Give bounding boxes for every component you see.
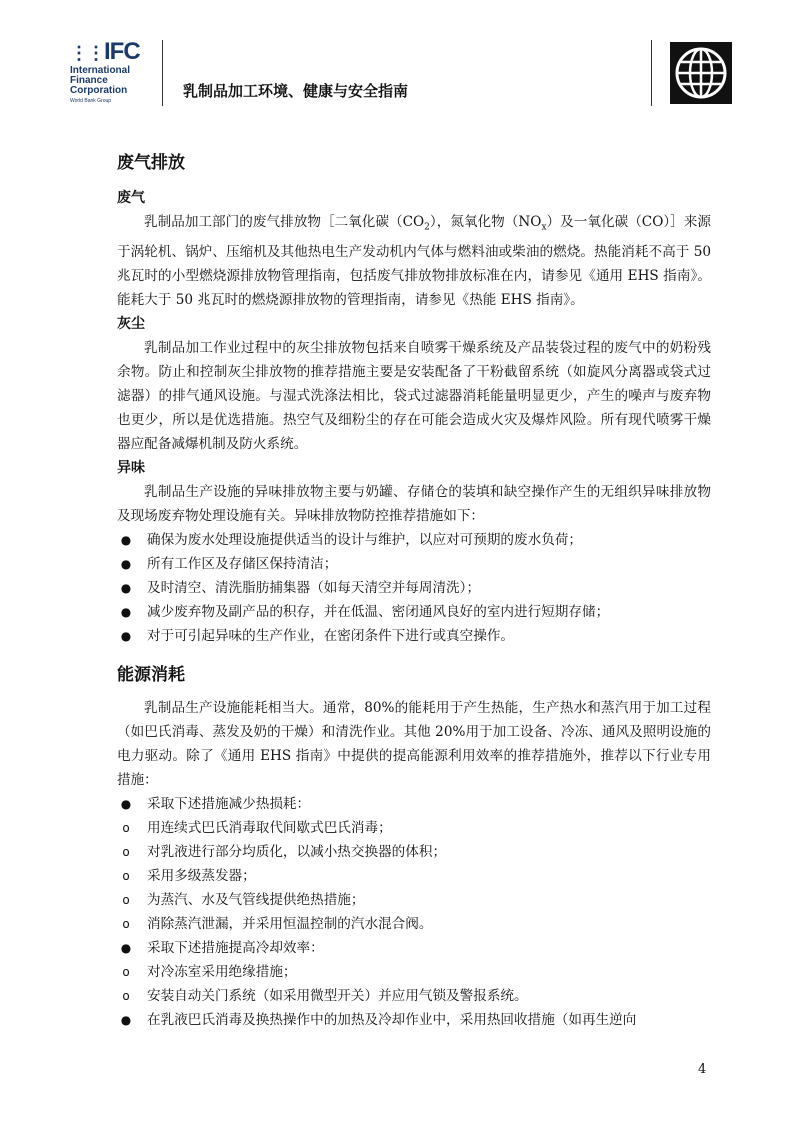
exhaust-text-1: 乳制品加工部门的废气排放物［二氧化碳（CO xyxy=(144,214,425,230)
bullet-icon xyxy=(119,600,133,624)
list-item-text: 为蒸汽、水及气管线提供绝热措施； xyxy=(147,891,365,908)
list-item-text: 采取下述措施减少热损耗： xyxy=(147,795,311,812)
ifc-name-line1: International xyxy=(70,65,131,76)
header-title: 乳制品加工环境、健康与安全指南 xyxy=(183,82,409,100)
hollow-bullet-icon xyxy=(119,888,133,912)
ifc-name-line2: Finance xyxy=(70,75,108,86)
list-item-text: 及时清空、清洗脂肪捕集器（如每天清空并每周清洗）； xyxy=(147,579,481,596)
list-item xyxy=(117,552,711,576)
odor-measures-list xyxy=(117,528,711,648)
exhaust-text-2: ），氮氧化物（NO xyxy=(429,214,542,230)
list-item xyxy=(117,792,711,816)
list-item-text: 减少废弃物及副产品的积存，并在低温、密闭通风良好的室内进行短期存储； xyxy=(147,603,610,620)
list-item-text: 安装自动关门系统（如采用微型开关）并应用气锁及警报系统。 xyxy=(147,987,528,1004)
page-content xyxy=(117,148,711,1032)
section-title-emissions: 废气排放 xyxy=(117,153,185,173)
hollow-bullet-icon xyxy=(119,840,133,864)
exhaust-text-3: ）及一氧化碳（CO）］来源于涡轮机、锅炉、压缩机及其他热电生产发动机内气体与燃料油或柴油的燃烧。热能消耗不高于 50 兆瓦时的小型燃烧源排放物管理指南，包括废气排放物排放标准在内，请参见《通用 EHS 指南》。能耗大于 50 兆瓦时的燃烧源排放物的管理指南，请参见《热能 EHS 指南》。 xyxy=(117,214,711,308)
list-item xyxy=(117,600,711,624)
list-item-text: 在乳液巴氏消毒及换热操作中的加热及冷却作业中，采用热回收措施（如再生逆向 xyxy=(147,1011,637,1028)
header-divider-right xyxy=(651,40,652,106)
ifc-name-line3: Corporation xyxy=(70,85,128,96)
paragraph-exhaust xyxy=(117,210,711,312)
header-divider-left xyxy=(162,40,163,106)
energy-measures-list xyxy=(117,792,711,1032)
list-item xyxy=(117,624,711,648)
paragraph-dust: 乳制品加工作业过程中的灰尘排放物包括来自喷雾干燥系统及产品装袋过程的废气中的奶粉残余物。防止和控制灰尘排放物的推荐措施主要是安装配备了干粉截留系统（如旋风分离器或袋式过滤器）的排气通风设施。与湿式洗涤法相比，袋式过滤器消耗能量明显更少，产生的噪声与废弃物也更少，所以是优选措施。热空气及细粉尘的存在可能会造成火灾及爆炸风险。所有现代喷雾干燥器应配备减爆机制及防火系统。 xyxy=(117,339,711,452)
page-number: 4 xyxy=(698,1062,707,1077)
bullet-icon xyxy=(119,528,133,552)
ifc-logo xyxy=(70,38,152,106)
subsection-title-exhaust: 废气 xyxy=(117,190,145,206)
list-item-text: 采用多级蒸发器； xyxy=(147,867,256,884)
world-bank-globe-icon xyxy=(670,42,732,104)
ifc-subtitle: World Bank Group xyxy=(70,98,112,104)
list-item xyxy=(117,576,711,600)
page-header xyxy=(0,0,793,120)
hollow-bullet-icon xyxy=(119,960,133,984)
hollow-bullet-icon xyxy=(119,816,133,840)
list-item xyxy=(117,1008,711,1032)
bullet-icon xyxy=(119,936,133,960)
list-item xyxy=(117,984,711,1008)
bullet-icon xyxy=(119,576,133,600)
list-item-text: 用连续式巴氏消毒取代间歇式巴氏消毒； xyxy=(147,819,392,836)
hollow-bullet-icon xyxy=(119,984,133,1008)
list-item xyxy=(117,936,711,960)
list-item-text: 采取下述措施提高冷却效率： xyxy=(147,939,324,956)
list-item xyxy=(117,528,711,552)
list-item xyxy=(117,960,711,984)
list-item-text: 对于可引起异味的生产作业，在密闭条件下进行或真空操作。 xyxy=(147,627,515,644)
ifc-mark-text: IFC xyxy=(104,38,140,65)
subsection-title-dust: 灰尘 xyxy=(117,315,145,332)
paragraph-odor: 乳制品生产设施的异味排放物主要与奶罐、存储仓的装填和缺空操作产生的无组织异味排放物及现场废弃物处理设施有关。异味排放物防控推荐措施如下： xyxy=(117,483,711,524)
bullet-icon xyxy=(119,792,133,816)
list-item-text: 所有工作区及存储区保持清洁； xyxy=(147,555,338,572)
ifc-dots-icon: ⋮⋮ xyxy=(70,43,104,63)
list-item xyxy=(117,864,711,888)
section-title-energy: 能源消耗 xyxy=(117,664,185,685)
co2-subscript: 2 xyxy=(424,222,430,233)
hollow-bullet-icon xyxy=(119,912,133,936)
list-item-text: 确保为废水处理设施提供适当的设计与维护，以应对可预期的废水负荷； xyxy=(147,531,582,548)
bullet-icon xyxy=(119,552,133,576)
nox-subscript: x xyxy=(541,222,547,233)
list-item-text: 对冷冻室采用绝缘措施； xyxy=(147,963,297,980)
hollow-bullet-icon xyxy=(119,864,133,888)
list-item-text: 对乳液进行部分均质化，以减小热交换器的体积； xyxy=(147,843,447,860)
list-item-text: 消除蒸汽泄漏，并采用恒温控制的汽水混合阀。 xyxy=(147,915,433,932)
list-item xyxy=(117,840,711,864)
bullet-icon xyxy=(119,624,133,648)
bullet-icon xyxy=(119,1008,133,1032)
subsection-title-odor: 异味 xyxy=(117,459,145,476)
paragraph-energy: 乳制品生产设施能耗相当大。通常，80%的能耗用于产生热能，生产热水和蒸汽用于加工过程（如巴氏消毒、蒸发及奶的干燥）和清洗作业。其他 20%用于加工设备、冷冻、通风及照明设施的电力驱动。除了《通用 EHS 指南》中提供的提高能源利用效率的推荐措施外，推荐以下行业专用措施： xyxy=(117,699,711,788)
list-item xyxy=(117,816,711,840)
list-item xyxy=(117,912,711,936)
list-item xyxy=(117,888,711,912)
